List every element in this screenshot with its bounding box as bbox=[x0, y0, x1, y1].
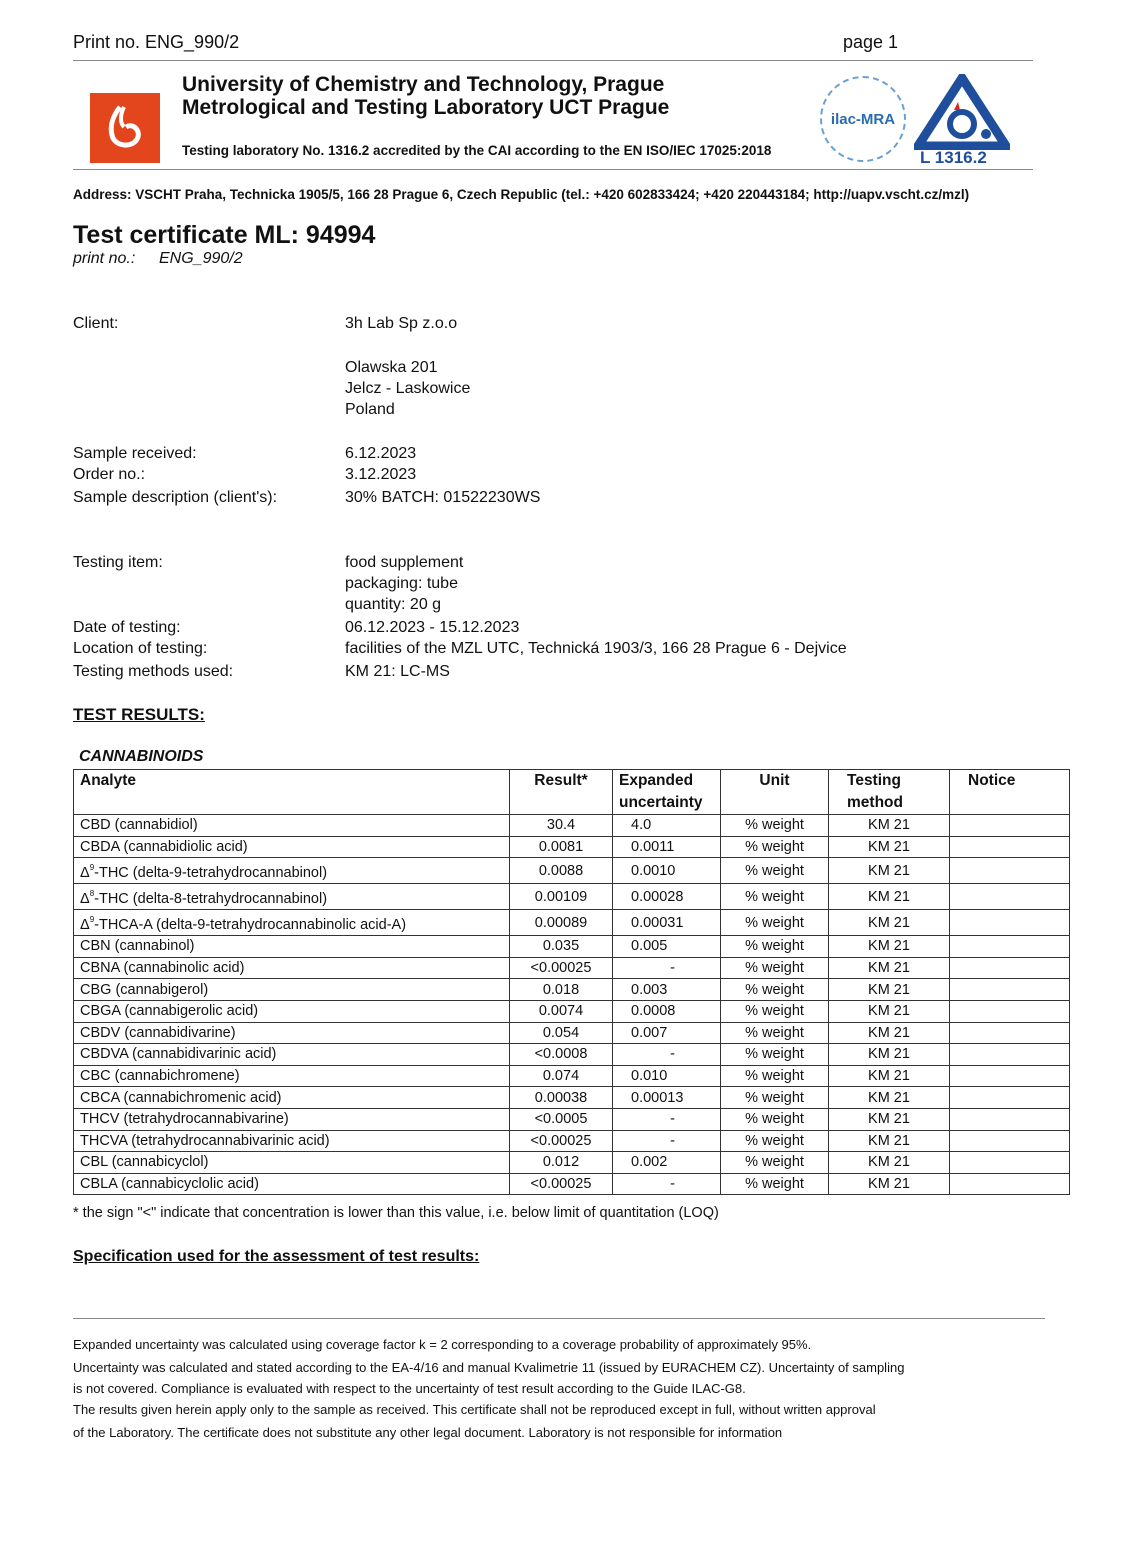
method-cell: KM 21 bbox=[829, 1087, 950, 1109]
analyte-cell bbox=[74, 957, 510, 979]
method-cell: KM 21 bbox=[829, 957, 950, 979]
analyte-name: -THCA-A (delta-9-tetrahydrocannabinolic acid-A) bbox=[94, 917, 407, 934]
notice-cell bbox=[950, 1087, 1070, 1109]
uncertainty-cell: 0.00013 bbox=[613, 1087, 721, 1109]
result-cell: <0.0008 bbox=[510, 1044, 613, 1066]
footer-line: is not covered. Compliance is evaluated with respect to the uncertainty of test result according to the Guide ILAC-G8. bbox=[73, 1381, 746, 1396]
description-label: Sample description (client's): bbox=[73, 489, 278, 506]
table-row bbox=[74, 910, 1070, 936]
method-cell: KM 21 bbox=[829, 1044, 950, 1066]
specification-heading: Specification used for the assessment of test results: bbox=[73, 1248, 480, 1265]
delta-superscript: 8 bbox=[89, 889, 95, 899]
analyte-name: CBL (cannabicyclol) bbox=[80, 1154, 209, 1171]
analyte-cell bbox=[74, 936, 510, 958]
col-unit: Unit bbox=[721, 770, 829, 815]
result-cell: 0.035 bbox=[510, 936, 613, 958]
analyte-name: CBDVA (cannabidivarinic acid) bbox=[80, 1046, 277, 1063]
location-label: Location of testing: bbox=[73, 640, 208, 657]
notice-cell bbox=[950, 884, 1070, 910]
order-label: Order no.: bbox=[73, 466, 146, 483]
analyte-cell bbox=[74, 1044, 510, 1066]
method-cell: KM 21 bbox=[829, 858, 950, 884]
notice-cell bbox=[950, 957, 1070, 979]
notice-cell bbox=[950, 858, 1070, 884]
unit-cell: % weight bbox=[721, 1044, 829, 1066]
analyte-cell: $\Delta^9-THCA-A$ (delta-9-tetrahydrocannabinolic acid-A) bbox=[74, 910, 510, 936]
unit-cell: % weight bbox=[721, 1108, 829, 1130]
method-cell: KM 21 bbox=[829, 1065, 950, 1087]
unit-cell: % weight bbox=[721, 1173, 829, 1195]
result-cell: 0.0081 bbox=[510, 836, 613, 858]
unit-cell: % weight bbox=[721, 1000, 829, 1022]
notice-cell bbox=[950, 1130, 1070, 1152]
method-cell: KM 21 bbox=[829, 1108, 950, 1130]
analyte-cell bbox=[74, 836, 510, 858]
result-cell: <0.00025 bbox=[510, 1130, 613, 1152]
print-label: print no.: bbox=[73, 250, 136, 267]
unit-cell: % weight bbox=[721, 1022, 829, 1044]
client-address-3: Poland bbox=[345, 401, 395, 418]
analyte-cell: $\Delta^9$-THC (delta-9-tetrahydrocannabinol) bbox=[74, 858, 510, 884]
ilac-mra-logo bbox=[820, 76, 906, 162]
uncertainty-cell: 0.00028 bbox=[613, 884, 721, 910]
analyte-name: CBC (cannabichromene) bbox=[80, 1068, 240, 1085]
client-label: Client: bbox=[73, 315, 119, 332]
footnote: * the sign "<" indicate that concentration is lower than this value, i.e. below limit of quantitation (LOQ) bbox=[73, 1205, 719, 1221]
notice-cell bbox=[950, 1173, 1070, 1195]
analyte-cell bbox=[74, 1022, 510, 1044]
table-row bbox=[74, 1044, 1070, 1066]
notice-cell bbox=[950, 936, 1070, 958]
result-cell: 30.4 bbox=[510, 815, 613, 837]
table-row bbox=[74, 1065, 1070, 1087]
print-number: Print no. ENG_990/2 bbox=[73, 32, 240, 52]
uncertainty-cell: 0.00031 bbox=[613, 910, 721, 936]
divider bbox=[73, 1318, 1045, 1319]
result-cell: 0.074 bbox=[510, 1065, 613, 1087]
item-value-3: quantity: 20 g bbox=[345, 596, 442, 613]
unit-cell: % weight bbox=[721, 979, 829, 1001]
accreditation-text: Testing laboratory No. 1316.2 accredited by the CAI according to the EN ISO/IEC 17025:2018 bbox=[182, 143, 772, 158]
delta-superscript: 9 bbox=[89, 915, 95, 925]
result-cell: 0.00038 bbox=[510, 1087, 613, 1109]
result-cell: 0.054 bbox=[510, 1022, 613, 1044]
method-cell: KM 21 bbox=[829, 1000, 950, 1022]
unit-cell: % weight bbox=[721, 815, 829, 837]
result-cell: 0.00109 bbox=[510, 884, 613, 910]
footer-line: of the Laboratory. The certificate does not substitute any other legal document. Laboratory is not responsible for information bbox=[73, 1425, 783, 1440]
analyte-cell bbox=[74, 1000, 510, 1022]
lab-name: Metrological and Testing Laboratory UCT Prague bbox=[182, 96, 670, 119]
cai-logo-text: L 1316.2 bbox=[920, 148, 987, 167]
notice-cell bbox=[950, 1000, 1070, 1022]
uncertainty-cell: 0.005 bbox=[613, 936, 721, 958]
unit-cell: % weight bbox=[721, 936, 829, 958]
col-analyte: Analyte bbox=[74, 770, 510, 815]
address: Address: VSCHT Praha, Technicka 1905/5, 166 28 Prague 6, Czech Republic (tel.: +420 602833424; +420 220443184; http://uapv.vscht.cz/mzl) bbox=[73, 187, 970, 202]
received-value: 6.12.2023 bbox=[345, 445, 417, 462]
notice-cell bbox=[950, 1022, 1070, 1044]
certificate-title: Test certificate ML: 94994 bbox=[73, 221, 376, 249]
col-method: Testing method bbox=[829, 770, 950, 815]
item-value-1: food supplement bbox=[345, 554, 464, 571]
result-cell: 0.00089 bbox=[510, 910, 613, 936]
page-number: page 1 bbox=[843, 32, 899, 52]
analyte-name: CBDA (cannabidiolic acid) bbox=[80, 838, 248, 855]
col-result: Result* bbox=[510, 770, 613, 815]
footer-line: Expanded uncertainty was calculated using coverage factor k = 2 corresponding to a coverage probability of approximately 95%. bbox=[73, 1337, 812, 1352]
table-row bbox=[74, 936, 1070, 958]
uncertainty-cell: 0.002 bbox=[613, 1152, 721, 1174]
col-notice: Notice bbox=[950, 770, 1070, 815]
result-cell: 0.018 bbox=[510, 979, 613, 1001]
order-value: 3.12.2023 bbox=[345, 466, 417, 483]
uncertainty-cell: - bbox=[613, 1130, 721, 1152]
result-cell: <0.0005 bbox=[510, 1108, 613, 1130]
method-cell: KM 21 bbox=[829, 910, 950, 936]
methods-label: Testing methods used: bbox=[73, 663, 234, 680]
method-cell: KM 21 bbox=[829, 1152, 950, 1174]
unit-cell: % weight bbox=[721, 910, 829, 936]
notice-cell bbox=[950, 815, 1070, 837]
unit-cell: % weight bbox=[721, 957, 829, 979]
ilac-logo-text: ilac-MRA bbox=[830, 110, 896, 128]
analyte-cell bbox=[74, 1130, 510, 1152]
col-uncertainty: Expanded uncertainty bbox=[613, 770, 721, 815]
client-name: 3h Lab Sp z.o.o bbox=[345, 315, 458, 332]
delta-superscript: 9 bbox=[89, 863, 95, 873]
analyte-name: CBNA (cannabinolic acid) bbox=[80, 960, 245, 977]
uncertainty-cell: 0.0010 bbox=[613, 858, 721, 884]
method-cell: KM 21 bbox=[829, 1022, 950, 1044]
item-label: Testing item: bbox=[73, 554, 163, 571]
notice-cell bbox=[950, 1044, 1070, 1066]
cai-logo bbox=[914, 74, 1010, 168]
notice-cell bbox=[950, 1152, 1070, 1174]
notice-cell bbox=[950, 979, 1070, 1001]
result-cell: <0.00025 bbox=[510, 1173, 613, 1195]
analyte-name: THCV (tetrahydrocannabivarine) bbox=[80, 1111, 289, 1128]
table-row bbox=[74, 884, 1070, 910]
table-row bbox=[74, 836, 1070, 858]
uncertainty-cell: 0.010 bbox=[613, 1065, 721, 1087]
notice-cell bbox=[950, 836, 1070, 858]
uncertainty-cell: 0.0008 bbox=[613, 1000, 721, 1022]
method-cell: KM 21 bbox=[829, 884, 950, 910]
analyte-name: CBN (cannabinol) bbox=[80, 938, 195, 955]
location-value: facilities of the MZL UTC, Technická 1903/3, 166 28 Prague 6 - Dejvice bbox=[345, 640, 847, 657]
unit-cell: % weight bbox=[721, 1152, 829, 1174]
footer-line: The results given herein apply only to the sample as received. This certificate shall not be reproduced except in full, without written approval bbox=[73, 1402, 876, 1417]
analyte-cell bbox=[74, 1173, 510, 1195]
result-cell: 0.0074 bbox=[510, 1000, 613, 1022]
unit-cell: % weight bbox=[721, 1065, 829, 1087]
uncertainty-cell: - bbox=[613, 1044, 721, 1066]
analyte-cell bbox=[74, 1087, 510, 1109]
analyte-name: CBGA (cannabigerolic acid) bbox=[80, 1003, 259, 1020]
method-cell: KM 21 bbox=[829, 1130, 950, 1152]
group-heading: CANNABINOIDS bbox=[79, 748, 204, 765]
methods-value: KM 21: LC-MS bbox=[345, 663, 450, 680]
table-row bbox=[74, 815, 1070, 837]
unit-cell: % weight bbox=[721, 1130, 829, 1152]
table-row bbox=[74, 1022, 1070, 1044]
footer-line: Uncertainty was calculated and stated according to the EA-4/16 and manual Kvalimetrie 11 (issued by EURACHEM CZ). Uncertainty of sampling bbox=[73, 1360, 905, 1375]
notice-cell bbox=[950, 910, 1070, 936]
description-value: 30% BATCH: 01522230WS bbox=[345, 489, 541, 506]
uncertainty-cell: 0.003 bbox=[613, 979, 721, 1001]
table-row bbox=[74, 1173, 1070, 1195]
table-row bbox=[74, 979, 1070, 1001]
table-row bbox=[74, 1130, 1070, 1152]
unit-cell: % weight bbox=[721, 858, 829, 884]
analyte-cell bbox=[74, 1065, 510, 1087]
table-row bbox=[74, 1000, 1070, 1022]
unit-cell: % weight bbox=[721, 884, 829, 910]
uncertainty-cell: - bbox=[613, 957, 721, 979]
uncertainty-cell: 4.0 bbox=[613, 815, 721, 837]
analyte-name: -THC (delta-8-tetrahydrocannabinol) bbox=[94, 891, 328, 908]
analyte-name: CBG (cannabigerol) bbox=[80, 981, 209, 998]
analyte-cell: $\Delta^8$-THC (delta-8-tetrahydrocannabinol) bbox=[74, 884, 510, 910]
result-cell: 0.0088 bbox=[510, 858, 613, 884]
uncertainty-cell: 0.0011 bbox=[613, 836, 721, 858]
client-address-1: Olawska 201 bbox=[345, 359, 438, 376]
table-header bbox=[74, 770, 1070, 815]
analyte-cell bbox=[74, 1108, 510, 1130]
result-cell: 0.012 bbox=[510, 1152, 613, 1174]
analyte-cell bbox=[74, 1152, 510, 1174]
received-label: Sample received: bbox=[73, 445, 197, 462]
notice-cell bbox=[950, 1108, 1070, 1130]
method-cell: KM 21 bbox=[829, 936, 950, 958]
unit-cell: % weight bbox=[721, 836, 829, 858]
analyte-name: -THC (delta-9-tetrahydrocannabinol) bbox=[94, 865, 328, 882]
divider bbox=[73, 60, 1033, 61]
method-cell: KM 21 bbox=[829, 815, 950, 837]
item-value-2: packaging: tube bbox=[345, 575, 458, 592]
uncertainty-cell: - bbox=[613, 1173, 721, 1195]
client-address-2: Jelcz - Laskowice bbox=[345, 380, 471, 397]
analyte-cell bbox=[74, 979, 510, 1001]
analyte-name: THCVA (tetrahydrocannabivarinic acid) bbox=[80, 1132, 330, 1149]
table-row bbox=[74, 957, 1070, 979]
analyte-name: CBLA (cannabicyclolic acid) bbox=[80, 1176, 259, 1193]
method-cell: KM 21 bbox=[829, 979, 950, 1001]
uct-logo bbox=[90, 93, 160, 163]
results-heading: TEST RESULTS: bbox=[73, 705, 205, 724]
date-label: Date of testing: bbox=[73, 619, 181, 636]
table-row bbox=[74, 1087, 1070, 1109]
analyte-name: CBD (cannabidiol) bbox=[80, 817, 198, 834]
notice-cell bbox=[950, 1065, 1070, 1087]
analyte-name: CBCA (cannabichromenic acid) bbox=[80, 1089, 282, 1106]
method-cell: KM 21 bbox=[829, 1173, 950, 1195]
results-table bbox=[73, 769, 1070, 1195]
uncertainty-cell: 0.007 bbox=[613, 1022, 721, 1044]
divider bbox=[73, 169, 1033, 170]
result-cell: <0.00025 bbox=[510, 957, 613, 979]
uncertainty-cell: - bbox=[613, 1108, 721, 1130]
table-row bbox=[74, 1108, 1070, 1130]
print-value: ENG_990/2 bbox=[159, 250, 243, 267]
analyte-cell bbox=[74, 815, 510, 837]
analyte-name: CBDV (cannabidivarine) bbox=[80, 1024, 236, 1041]
table-row bbox=[74, 858, 1070, 884]
table-row bbox=[74, 1152, 1070, 1174]
org-name: University of Chemistry and Technology, Prague bbox=[182, 73, 665, 96]
date-value: 06.12.2023 - 15.12.2023 bbox=[345, 619, 520, 636]
method-cell: KM 21 bbox=[829, 836, 950, 858]
unit-cell: % weight bbox=[721, 1087, 829, 1109]
